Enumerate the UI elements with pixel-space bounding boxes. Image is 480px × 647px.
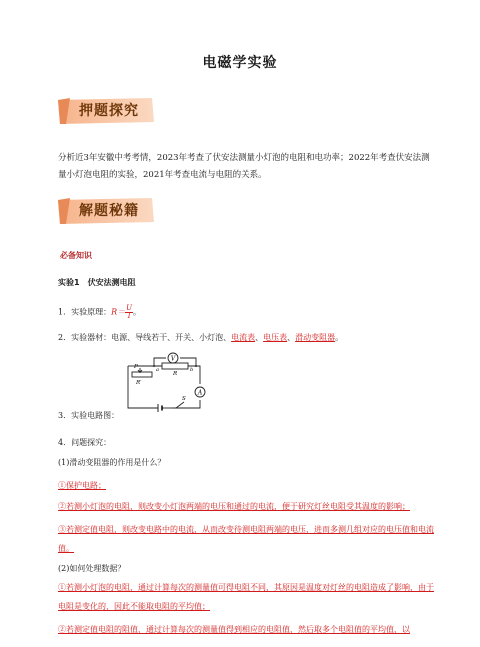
circuit-label-p: P xyxy=(134,364,138,370)
principle-suffix: 。 xyxy=(133,307,142,317)
question-1: (1)滑动变阻器的作用是什么？ xyxy=(58,458,166,467)
circuit-label-rp: R′ xyxy=(136,380,142,386)
question-2: (2)如何处理数据？ xyxy=(58,564,126,573)
circuit-diagram xyxy=(118,344,218,416)
circuit-caption: 3．实验电路图： xyxy=(58,411,120,420)
principle-prefix: 1．实验原理： xyxy=(58,307,112,317)
circuit-label-v: V xyxy=(170,355,176,363)
answer-2-2: ②若测定值电阻的阻值，通过计算每次的测量值得到相应的电阻值，然后取多个电阻值的平均值，以 xyxy=(58,625,410,634)
circuit-label-a-node: a xyxy=(156,367,159,373)
experiment-title: 实验1 伏安法测电阻 xyxy=(58,278,136,287)
equipment-prefix: 2．实验器材：电源、导线若干、开关、小灯泡、 xyxy=(58,333,232,342)
circuit-label-r: R xyxy=(173,371,178,377)
circuit-label-s: S xyxy=(182,396,186,402)
answer-1-3: ③若测定值电阻，则改变电路中的电流，从而改变待测电阻两端的电压，进而多测几组对应的电压值和电流值。 xyxy=(58,525,434,553)
circuit-label-a: A xyxy=(197,389,203,397)
formula-denominator: I xyxy=(127,312,131,320)
answer-1-1: ①保护电路； xyxy=(58,481,106,490)
resistor-r-icon xyxy=(162,363,188,369)
intro-paragraph: 分析近3年安徽中考考情，2023年考查了伏安法测量小灯泡的电阻和电功率；2022年考查伏安法测量小灯泡电阻的实验，2021年考查电流与电阻的关系。 xyxy=(58,153,430,180)
banner-label: 解题秘籍 xyxy=(79,203,139,219)
equipment-line xyxy=(58,332,343,344)
equipment-sep: 、 xyxy=(287,333,296,342)
section-banner-predict xyxy=(56,96,156,126)
section-banner-solve xyxy=(56,196,156,226)
page-title: 电磁学实验 xyxy=(202,55,278,71)
battery-icon xyxy=(158,404,172,412)
explore-heading: 4．问题探究： xyxy=(58,438,112,447)
answer-2-1: ①若测小灯泡的电阻，通过计算每次的测量值可得电阻不同，其原因是温度对灯丝的电阻造成了影响，由于电阻是变化的，因此不能取电阻的平均值； xyxy=(58,583,434,611)
principle-line xyxy=(58,305,141,320)
equipment-voltmeter: 电压表 xyxy=(263,333,288,342)
formula-numerator: U xyxy=(126,304,133,312)
ohm-formula xyxy=(111,305,133,320)
equipment-rheostat: 滑动变阻器 xyxy=(295,333,336,342)
banner-label: 押题探究 xyxy=(79,103,139,119)
circuit-label-b-node: b xyxy=(190,367,194,373)
rheostat-icon xyxy=(132,372,152,377)
equipment-sep: 、 xyxy=(255,333,264,342)
section-label: 必备知识 xyxy=(60,251,92,260)
equipment-suffix: 。 xyxy=(335,333,344,342)
formula-lhs: R＝ xyxy=(111,307,126,317)
formula-fraction xyxy=(125,305,133,320)
answer-1-2: ②若测小灯泡的电阻，则改变小灯泡两端的电压和通过的电流，便于研究灯丝电阻受其温度的影响； xyxy=(58,502,410,511)
equipment-ammeter: 电流表 xyxy=(231,333,256,342)
